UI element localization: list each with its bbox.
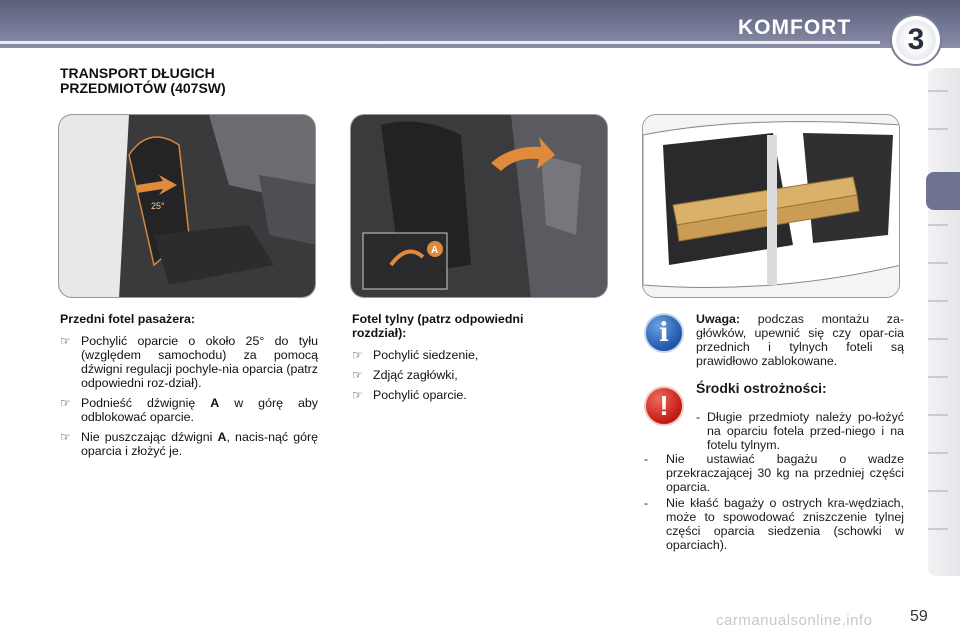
- rear-seat-instructions: [352, 312, 574, 408]
- rear-seat-title: Fotel tylny (patrz odpowiedni rozdział):: [352, 312, 524, 340]
- hand-pointer-icon: ☞: [352, 368, 363, 382]
- list-item: ☞ Pochylić siedzenie,: [352, 348, 479, 362]
- hand-pointer-icon: ☞: [352, 388, 363, 402]
- side-tab[interactable]: [928, 490, 948, 492]
- side-tab[interactable]: [928, 414, 948, 416]
- chapter-title: KOMFORT: [738, 16, 852, 39]
- dash-marker: -: [696, 410, 701, 424]
- list-item: ☞ Pochylić oparcie o około 25° do tyłu (względem samochodu) za pomocą dźwigni regulacji pochyle-nia oparcia (patrz odpowiedni roz-dział).: [60, 334, 318, 390]
- side-tab-rail: [928, 68, 960, 576]
- dash-marker: -: [644, 452, 649, 466]
- rear-seat-photo: [350, 114, 608, 298]
- section-title: TRANSPORT DŁUGICH PRZEDMIOTÓW (407SW): [60, 65, 226, 96]
- front-seat-title: Przedni fotel pasażera:: [60, 312, 195, 326]
- list-item: ☞ Podnieść dźwignię A w górę aby odblokować oparcie.: [60, 396, 318, 424]
- lever-label: A: [431, 245, 439, 256]
- note-text: Uwaga: podczas montażu za-główków, upewnić się czy opar-cia przednich i tylnych foteli są prawidłowo zablokowane.: [696, 312, 904, 368]
- list-item: - Nie ustawiać bagażu o wadze przekraczającej 30 kg na przedniej części oparcia.: [644, 452, 904, 494]
- front-seat-photo: [58, 114, 316, 298]
- list-item: ☞ Nie puszczając dźwigni A, nacis-nąć górę oparcia i złożyć je.: [60, 430, 318, 458]
- side-tab[interactable]: [928, 224, 948, 226]
- safety-title: Środki ostrożności:: [696, 380, 827, 396]
- exclamation-icon: !: [644, 386, 684, 426]
- list-item: - Długie przedmioty należy po-łożyć na oparciu fotela przed-niego i na fotelu tylnym.: [696, 410, 904, 452]
- side-tab[interactable]: [928, 128, 948, 130]
- side-tab[interactable]: [928, 528, 948, 530]
- angle-label: 25°: [151, 201, 165, 211]
- side-tab-active[interactable]: [926, 172, 960, 210]
- side-tab[interactable]: [928, 376, 948, 378]
- info-icon: i: [644, 313, 684, 353]
- header-line: [0, 41, 880, 44]
- dash-marker: -: [644, 496, 649, 510]
- side-tab[interactable]: [928, 452, 948, 454]
- hand-pointer-icon: ☞: [352, 348, 363, 362]
- side-tab[interactable]: [928, 338, 948, 340]
- page-number: 59: [910, 608, 928, 625]
- chapter-number: 3: [896, 20, 936, 60]
- hand-pointer-icon: ☞: [60, 396, 71, 410]
- list-item: - Nie kłaść bagaży o ostrych kra-wędziach, może to spowodować zniszczenie tylnej części oparcia siedzenia (schowki w oparciach).: [644, 496, 904, 552]
- header-band: [0, 0, 960, 48]
- side-tab[interactable]: [928, 300, 948, 302]
- list-item: ☞ Pochylić oparcie.: [352, 388, 467, 402]
- chapter-badge: [890, 14, 942, 66]
- front-seat-instructions: [60, 312, 318, 464]
- side-tab[interactable]: [928, 90, 948, 92]
- watermark: carmanualsonline.info: [716, 612, 873, 629]
- side-tab[interactable]: [928, 262, 948, 264]
- list-item: ☞ Zdjąć zagłówki,: [352, 368, 458, 382]
- hand-pointer-icon: ☞: [60, 430, 71, 444]
- hand-pointer-icon: ☞: [60, 334, 71, 348]
- loaded-car-photo: [642, 114, 900, 298]
